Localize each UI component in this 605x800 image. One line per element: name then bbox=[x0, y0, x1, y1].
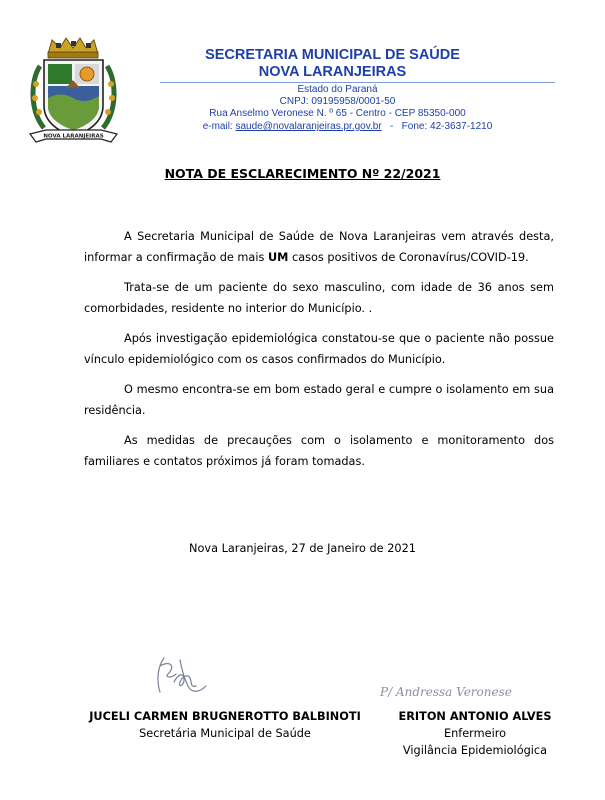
phone-number: Fone: 42-3637-1210 bbox=[401, 121, 493, 132]
paragraph-5: As medidas de precauções com o isolamento e monitoramento dos familiares e contatos próximos já foram tomadas. bbox=[84, 434, 554, 468]
contact-separator: - bbox=[381, 121, 402, 132]
document-body bbox=[84, 226, 554, 481]
signer-nurse bbox=[385, 708, 565, 759]
org-name-line2: NOVA LARANJEIRAS bbox=[258, 64, 407, 80]
state-line: Estado do Paraná bbox=[297, 84, 378, 95]
date-line: Nova Laranjeiras, 27 de Janeiro de 2021 bbox=[189, 542, 416, 555]
handwritten-signature-left bbox=[150, 652, 220, 702]
paragraph-1-text: A Secretaria Municipal de Saúde de Nova Laranjeiras vem através desta, informar a confirmação de mais bbox=[84, 230, 554, 264]
email-link[interactable]: saude@novalaranjeiras.pr.gov.br bbox=[235, 121, 382, 132]
header-rule bbox=[160, 82, 555, 83]
svg-text:P/ Andressa Veronese: P/ Andressa Veronese bbox=[380, 685, 512, 699]
cnpj-line: CNPJ: 09195958/0001-50 bbox=[279, 96, 396, 107]
paragraph-1 bbox=[84, 226, 554, 268]
paragraph-2: Trata-se de um paciente do sexo masculino, com idade de 36 anos sem comorbidades, residente no interior do Município. . bbox=[84, 281, 554, 315]
paragraph-4: O mesmo encontra-se em bom estado geral e cumpre o isolamento em sua residência. bbox=[84, 383, 554, 417]
email-label: e-mail: bbox=[202, 121, 236, 132]
signer-nurse-department: Vigilância Epidemiológica bbox=[402, 744, 548, 757]
signer-nurse-role: Enfermeiro bbox=[443, 727, 507, 740]
paragraph-3: Após investigação epidemiológica constatou-se que o paciente não possue vínculo epidemiológico com os casos confirmados do Município. bbox=[84, 332, 554, 366]
paragraph-1-text-end: casos positivos de Coronavírus/COVID-19. bbox=[288, 251, 529, 264]
signer-secretary-name: JUCELI CARMEN BRUGNEROTTO BALBINOTI bbox=[89, 710, 361, 723]
org-name-line1: SECRETARIA MUNICIPAL DE SAÚDE bbox=[205, 47, 460, 63]
organization-title bbox=[140, 47, 525, 81]
municipal-crest-logo bbox=[26, 36, 121, 148]
document-title: NOTA DE ESCLARECIMENTO Nº 22/2021 bbox=[164, 166, 441, 181]
signer-secretary-role: Secretária Municipal de Saúde bbox=[139, 727, 311, 740]
handwritten-signature-right bbox=[378, 678, 548, 704]
address-line: Rua Anselmo Veronese N. º 65 - Centro - CEP 85350-000 bbox=[209, 108, 466, 119]
svg-text:NOVA LARANJEIRAS: NOVA LARANJEIRAS bbox=[43, 133, 104, 140]
paragraph-1-bold: UM bbox=[267, 251, 289, 264]
contact-line bbox=[150, 121, 545, 133]
signer-nurse-name: ERITON ANTONIO ALVES bbox=[398, 710, 552, 723]
signer-secretary bbox=[80, 708, 370, 742]
